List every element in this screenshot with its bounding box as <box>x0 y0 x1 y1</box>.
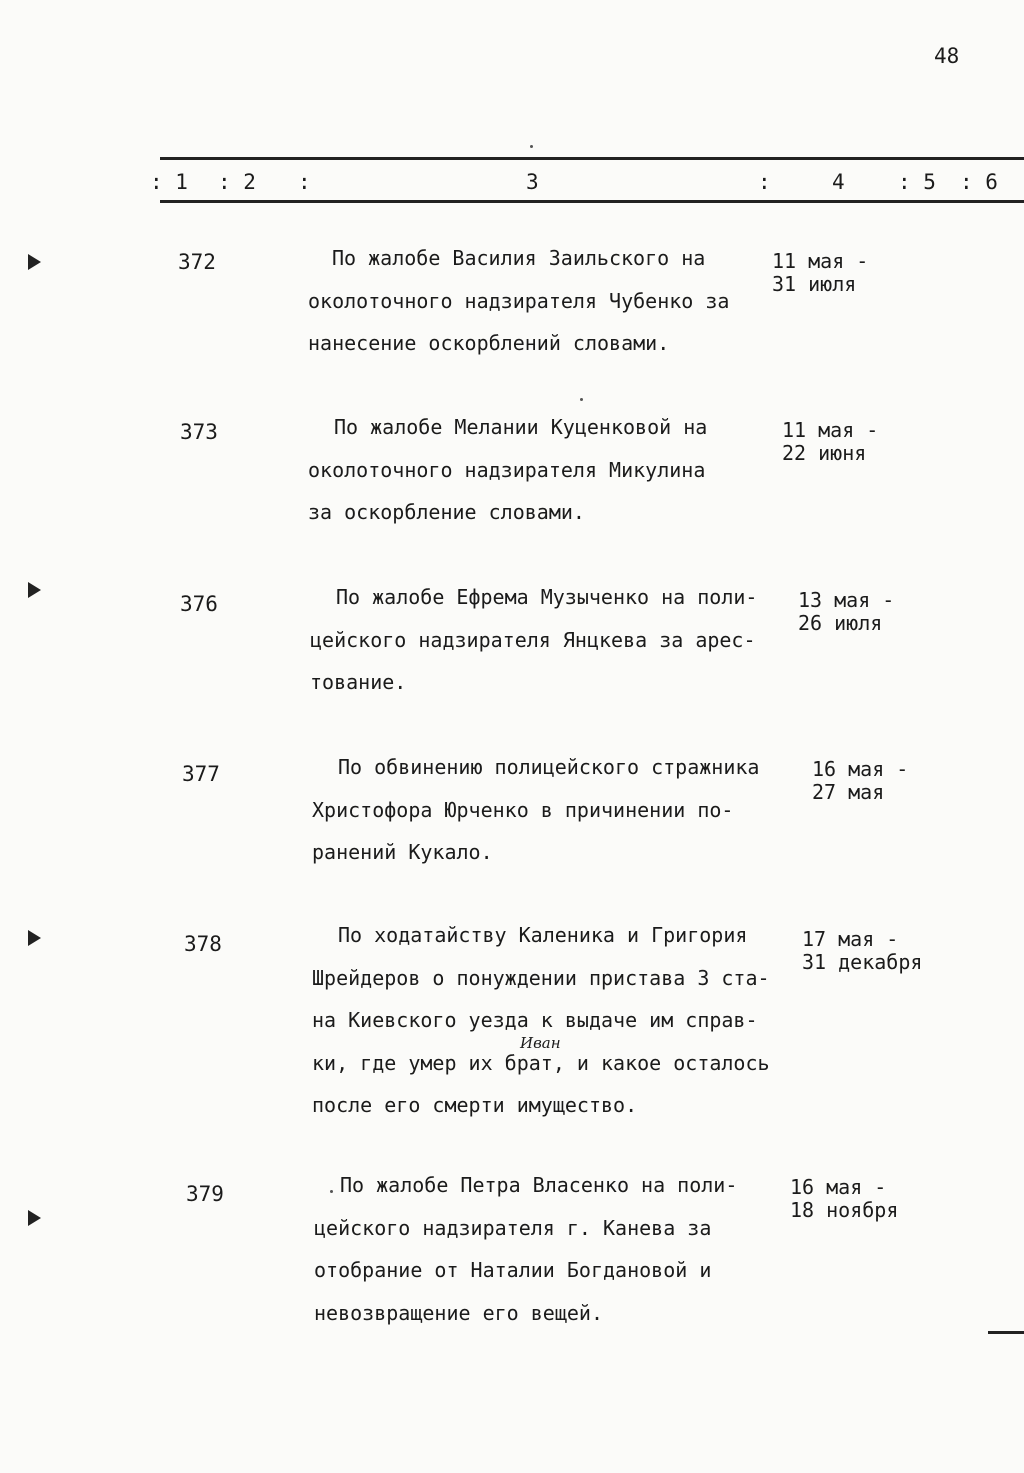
record-number: 378 <box>184 932 222 956</box>
description-line: По жалобе Мелании Куценковой на <box>334 415 708 439</box>
table-header-top-rule <box>160 157 1024 160</box>
description-line: Шрейдеров о понуждении пристава 3 ста- <box>312 965 770 990</box>
description-line: цейского надзирателя Янцкева за арес- <box>310 627 756 652</box>
date-to: 18 ноября <box>790 1198 899 1222</box>
description-line: По ходатайству Каленика и Григория <box>338 923 748 947</box>
description-line: тование. <box>310 670 407 694</box>
date-to: 31 декабря <box>802 950 923 974</box>
column-header-4: 4 <box>832 170 845 194</box>
scan-speck <box>580 398 583 401</box>
description-line: Христофора Юрченко в причинении по- <box>312 797 734 822</box>
page-number: 48 <box>934 44 960 68</box>
description-line <box>312 1033 770 1085</box>
record-description <box>308 406 707 534</box>
record-number: 376 <box>180 592 218 616</box>
column-header-2: : 2 <box>218 170 256 194</box>
record-description <box>312 746 759 874</box>
record-dates <box>772 250 868 296</box>
record-number: 373 <box>180 420 218 444</box>
record-dates <box>782 419 878 465</box>
record-number: 377 <box>182 762 220 786</box>
record-dates <box>812 758 908 804</box>
date-from: 17 мая - <box>802 927 899 951</box>
description-line: за оскорбление словами. <box>308 500 585 524</box>
record-dates <box>790 1176 898 1222</box>
column-header-5: : 5 <box>898 170 936 194</box>
table-header-bottom-rule <box>160 200 1024 203</box>
column-header-row <box>150 170 1024 198</box>
record-description <box>308 237 729 365</box>
description-line: По жалобе Василия Заильского на <box>332 246 706 270</box>
handwritten-annotation: Иван <box>520 1033 561 1052</box>
description-line: околоточного надзирателя Чубенко за <box>308 288 730 313</box>
record-number: 372 <box>178 250 216 274</box>
binding-hole-icon <box>28 582 41 598</box>
description-line: на Киевского уезда к выдаче им справ- <box>312 1008 758 1032</box>
column-header-1: : 1 <box>150 170 188 194</box>
margin-mark <box>988 1331 1024 1334</box>
record-dates <box>798 589 894 635</box>
binding-hole-icon <box>28 254 41 270</box>
record-description <box>314 1164 737 1334</box>
date-from: 11 мая - <box>772 249 869 273</box>
date-to: 26 июля <box>798 611 883 635</box>
record-description <box>310 576 757 704</box>
description-line-text: ки, где умер их брат, и какое осталось <box>312 1050 770 1075</box>
binding-hole-icon <box>28 1210 41 1226</box>
date-from: 16 мая - <box>812 757 909 781</box>
scan-speck <box>330 1190 333 1193</box>
column-header-3: 3 <box>526 170 539 194</box>
column-separator: : <box>298 170 311 194</box>
binding-hole-icon <box>28 930 41 946</box>
column-separator: : <box>758 170 771 194</box>
date-to: 31 июля <box>772 272 857 296</box>
description-line: По жалобе Петра Власенко на поли- <box>340 1173 738 1197</box>
description-line: цейского надзирателя г. Канева за <box>314 1215 712 1240</box>
scan-speck <box>530 145 533 148</box>
description-line: нанесение оскорблений словами. <box>308 331 670 355</box>
date-from: 16 мая - <box>790 1175 887 1199</box>
date-to: 27 мая <box>812 780 885 804</box>
record-description <box>312 914 770 1127</box>
column-header-6: : 6 <box>960 170 998 194</box>
description-line: после его смерти имущество. <box>312 1093 638 1117</box>
description-line: отобрание от Наталии Богдановой и <box>314 1258 712 1282</box>
description-line: По обвинению полицейского стражника <box>338 755 760 779</box>
date-from: 13 мая - <box>798 588 895 612</box>
description-line: По жалобе Ефрема Музыченко на поли- <box>336 585 758 609</box>
description-line: невозвращение его вещей. <box>314 1300 603 1325</box>
record-dates <box>802 928 922 974</box>
date-to: 22 июня <box>782 441 867 465</box>
description-line: околоточного надзирателя Микулина <box>308 457 706 482</box>
description-line: ранений Кукало. <box>312 840 493 864</box>
record-number: 379 <box>186 1182 224 1206</box>
date-from: 11 мая - <box>782 418 879 442</box>
